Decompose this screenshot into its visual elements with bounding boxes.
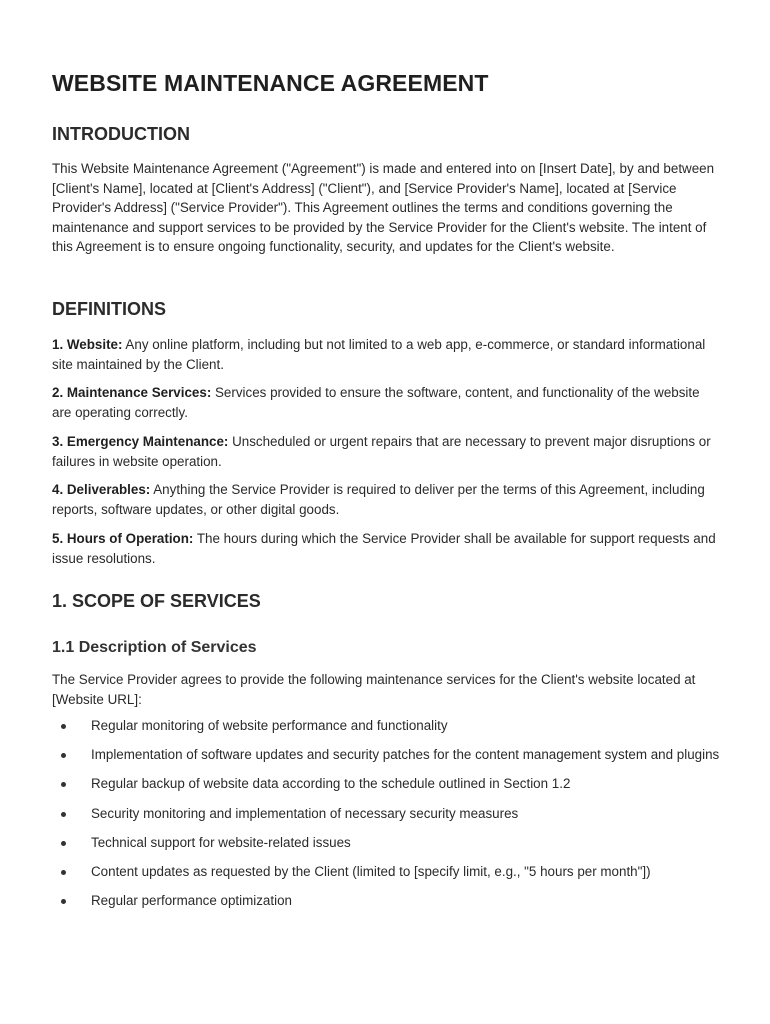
bullet-icon [61,841,66,846]
list-item-text: Technical support for website-related issues [91,834,351,850]
definition-term: 4. Deliverables: [52,482,151,497]
services-subheading: 1.1 Description of Services [52,639,257,656]
definition-term: 3. Emergency Maintenance: [52,434,229,449]
definition-item [52,432,720,471]
list-item [52,833,720,853]
list-item-text: Implementation of software updates and security patches for the content management system and plugins [91,747,720,763]
definition-item [52,335,720,374]
introduction-heading: INTRODUCTION [52,124,190,144]
list-item [52,716,720,736]
introduction-paragraph: This Website Maintenance Agreement ("Agreement") is made and entered into on [Insert Date], by and between [Client's Name], located at [Client's Address] ("Client"), and [Service Provider's Name], located at [Service Provider's Address] ("Service Provider"). This Agreement outlines the terms and conditions governing the maintenance and support services to be provided by the Service Provider for the Client's website. The intent of this Agreement is to ensure ongoing functionality, security, and updates for the Client's website. [52,161,715,255]
definition-term: 2. Maintenance Services: [52,385,212,400]
list-item [52,862,720,882]
list-item [52,804,720,824]
definition-text: Services provided to ensure the software, content, and functionality of the website are operating correctly. [52,385,700,420]
list-item [52,891,720,911]
definition-text: Unscheduled or urgent repairs that are necessary to prevent major disruptions or failures in website operation. [52,434,711,469]
list-item-text: Regular performance optimization [91,893,292,909]
definitions-heading: DEFINITIONS [52,299,167,319]
bullet-icon [61,899,66,904]
bullet-icon [61,870,66,875]
bullet-icon [61,753,66,758]
definition-term: 1. Website: [52,337,123,352]
bullet-icon [61,724,66,729]
list-item [52,774,720,794]
definition-text: Anything the Service Provider is required to deliver per the terms of this Agreement, including reports, software updates, or other digital goods. [52,482,705,517]
definition-text: Any online platform, including but not limited to a web app, e-commerce, or standard informational site maintained by the Client. [52,337,706,372]
services-list [52,716,720,911]
list-item [52,745,720,765]
definition-term: 5. Hours of Operation: [52,531,194,546]
definition-text: The hours during which the Service Provider shall be available for support requests and issue resolutions. [52,531,716,566]
document-title: WEBSITE MAINTENANCE AGREEMENT [52,70,489,96]
list-item-text: Regular monitoring of website performance and functionality [91,718,448,733]
list-item-text: Regular backup of website data according to the schedule outlined in Section 1.2 [91,776,571,792]
list-item-text: Content updates as requested by the Client (limited to [specify limit, e.g., "5 hours per month"]) [91,863,651,879]
definition-item [52,480,720,519]
definition-item [52,529,720,568]
list-item-text: Security monitoring and implementation of necessary security measures [91,805,519,821]
definition-item [52,383,720,422]
bullet-icon [61,812,66,817]
services-intro: The Service Provider agrees to provide the following maintenance services for the Client's website located at [Website URL]: [52,672,696,707]
scope-heading: 1. SCOPE OF SERVICES [52,591,261,611]
bullet-icon [61,782,66,787]
